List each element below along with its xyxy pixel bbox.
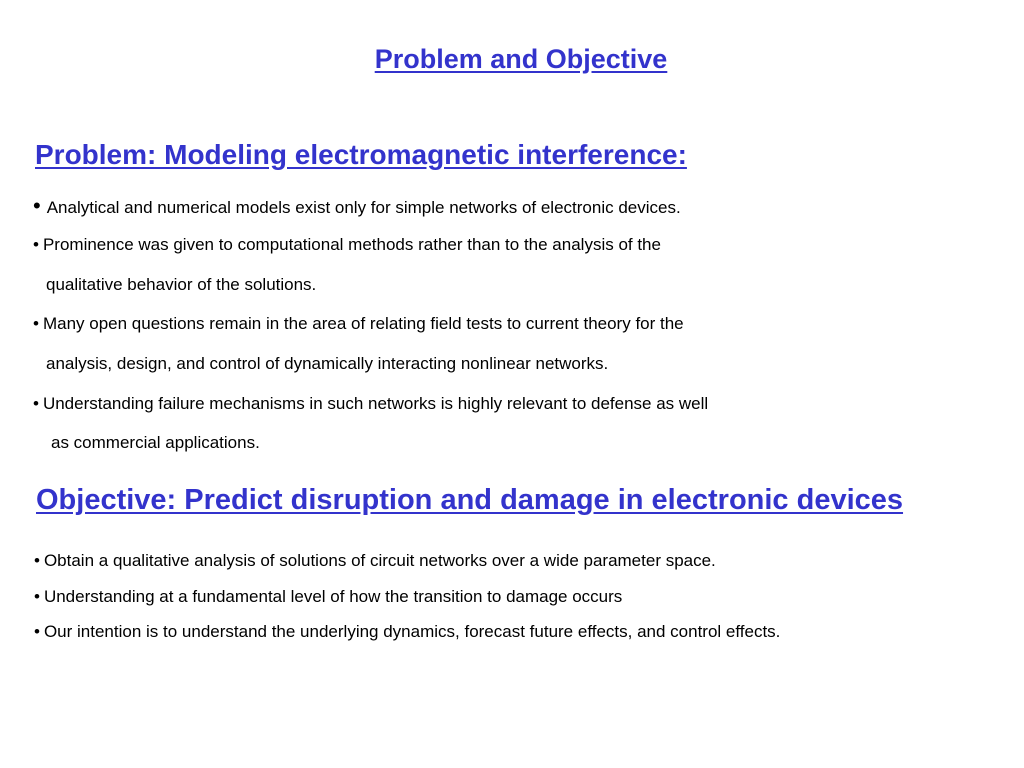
bullet-marker: • bbox=[34, 551, 40, 570]
bullet-text: Many open questions remain in the area of relating field tests to current theory for the bbox=[42, 314, 684, 333]
problem-bullet-2 bbox=[33, 235, 661, 255]
objective-bullet-1 bbox=[34, 551, 716, 571]
bullet-marker: • bbox=[33, 394, 39, 413]
objective-heading: Objective: Predict disruption and damage in electronic devices bbox=[36, 484, 904, 516]
objective-bullet-2 bbox=[34, 587, 622, 607]
bullet-marker: • bbox=[33, 235, 39, 254]
bullet-marker: • bbox=[33, 314, 39, 333]
bullet-text: Our intention is to understand the underlying dynamics, forecast future effects, and control effects. bbox=[43, 622, 781, 641]
problem-bullet-3 bbox=[33, 314, 684, 334]
bullet-text: Analytical and numerical models exist only for simple networks of electronic devices. bbox=[46, 198, 681, 217]
bullet-text: Prominence was given to computational methods rather than to the analysis of the bbox=[42, 235, 661, 254]
bullet-text: Understanding failure mechanisms in such networks is highly relevant to defense as well bbox=[42, 394, 709, 413]
bullet-text: Understanding at a fundamental level of how the transition to damage occurs bbox=[43, 587, 623, 606]
slide-title: Problem and Objective bbox=[374, 44, 668, 74]
problem-bullet-2-continuation: qualitative behavior of the solutions. bbox=[46, 275, 317, 294]
bullet-marker: • bbox=[34, 622, 40, 641]
bullet-text: Obtain a qualitative analysis of solutions of circuit networks over a wide parameter space. bbox=[43, 551, 716, 570]
problem-heading: Problem: Modeling electromagnetic interference: bbox=[35, 139, 687, 170]
bullet-marker: • bbox=[34, 587, 40, 606]
problem-bullet-1 bbox=[33, 193, 681, 219]
problem-bullet-4-continuation: as commercial applications. bbox=[51, 433, 260, 452]
bullet-marker: • bbox=[33, 193, 41, 218]
objective-bullet-3 bbox=[34, 622, 780, 642]
problem-bullet-3-continuation: analysis, design, and control of dynamically interacting nonlinear networks. bbox=[46, 354, 609, 373]
problem-bullet-4 bbox=[33, 394, 708, 414]
